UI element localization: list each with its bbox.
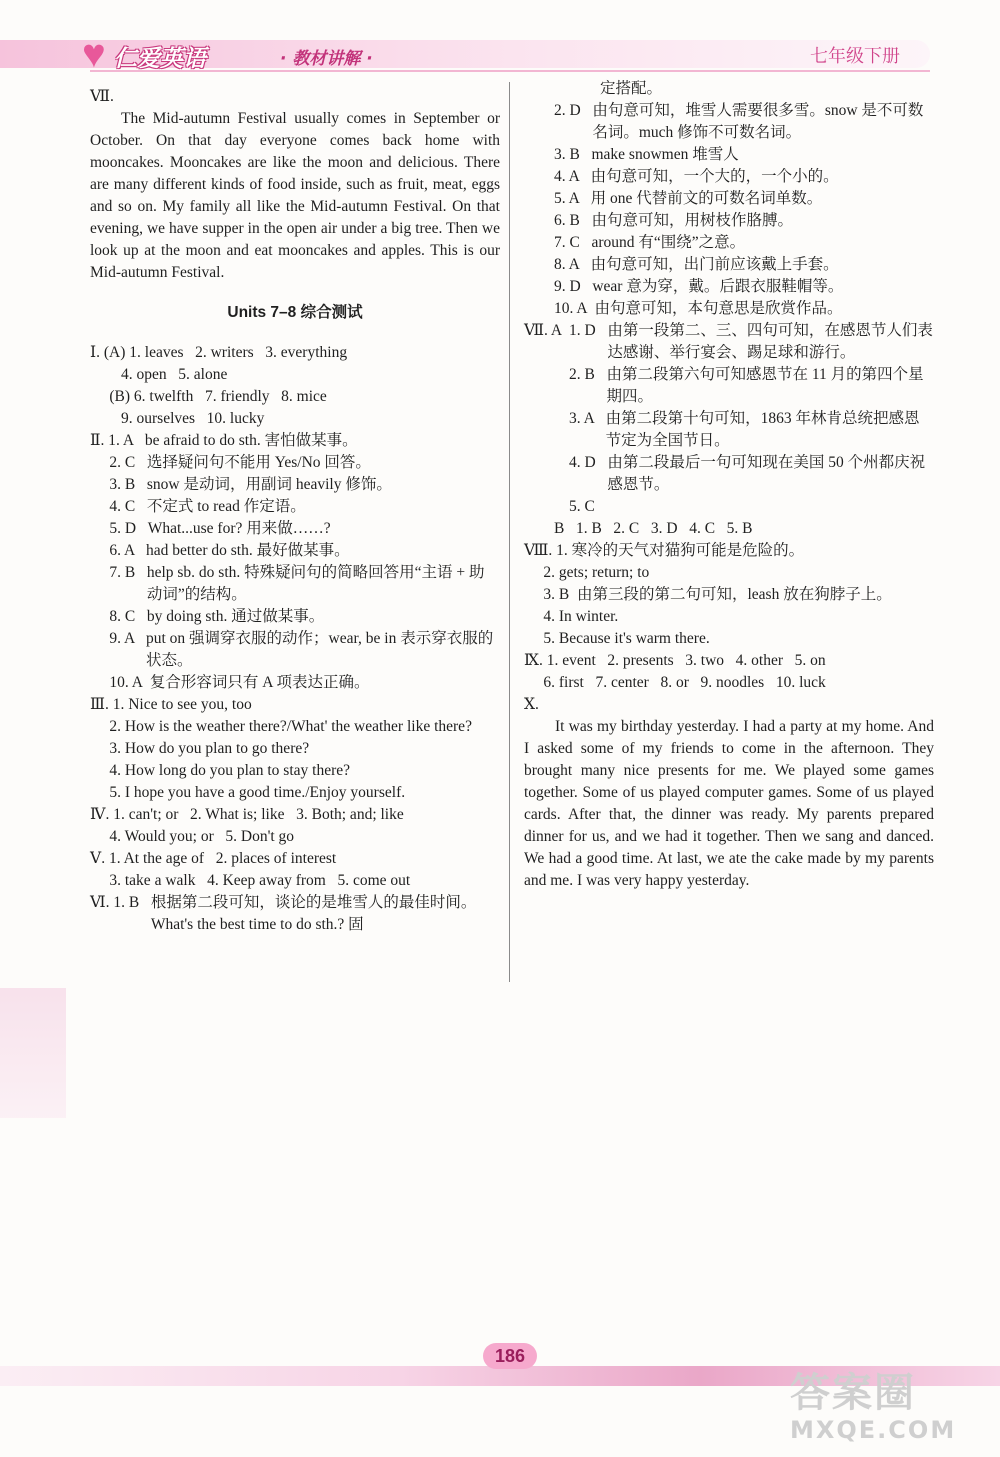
answer-explanation xyxy=(595,496,934,518)
answer-text: How is the weather there?/What' the weather like there? xyxy=(124,718,472,735)
answer-explanation: 由第二段第十句可知，1863 年林肯总统把感恩节定为全国节日。 xyxy=(605,410,920,449)
answer-text: gets; return; to xyxy=(558,564,650,581)
answer-label: 3. xyxy=(90,740,125,757)
answer-label: 3. A xyxy=(569,410,606,427)
answer-item xyxy=(569,408,934,452)
answer-item xyxy=(90,782,500,804)
side-decoration xyxy=(0,988,66,1118)
right-column xyxy=(524,78,934,892)
answer-text: I hope you have a good time./Enjoy yourself. xyxy=(124,784,406,801)
answer-text: Nice to see you, too xyxy=(128,696,252,713)
answer-line: Ⅰ. (A) 1. leaves 2. writers 3. everything xyxy=(90,344,348,361)
answer-text: 由第三段的第二句可知，leash 放在狗脖子上。 xyxy=(576,586,892,603)
heart-logo-icon: ♥ xyxy=(82,31,106,76)
answer-label: 2. D xyxy=(554,102,593,119)
answer-item xyxy=(90,562,500,606)
answer-explanation: 由句意可知，本句意思是欣赏作品。 xyxy=(594,300,843,317)
answer-label: 7. C xyxy=(554,234,592,251)
brand-title: 仁爱英语 xyxy=(114,46,206,72)
answer-item xyxy=(90,540,500,562)
answer-item xyxy=(90,694,500,716)
answer-label: 4. D xyxy=(569,454,608,471)
brand-subtitle: · 教材讲解 · xyxy=(280,49,373,69)
answer-line: Ⅴ. 1. At the age of 2. places of interest xyxy=(90,850,337,867)
answer-item xyxy=(90,628,500,672)
answer-label: 2. B xyxy=(569,366,607,383)
answer-explanation: wear 意为穿，戴。后跟衣服鞋帽等。 xyxy=(592,278,844,295)
answer-explanation: around 有“围绕”之意。 xyxy=(591,234,746,251)
answer-explanation: snow 是动词，用副词 heavily 修饰。 xyxy=(146,476,392,493)
answer-label: 10. A xyxy=(90,674,150,691)
answer-explanation: 由第二段最后一句可知现在美国 50 个州都庆祝感恩节。 xyxy=(607,454,926,493)
answer-explanation: 由句意可知，用树枝作胳膊。 xyxy=(591,212,793,229)
answer-item xyxy=(524,628,934,650)
answer-label: 5. A xyxy=(554,190,591,207)
answer-item xyxy=(524,166,934,188)
answer-item xyxy=(524,562,934,584)
answer-label: Ⅷ. 1. xyxy=(524,542,572,559)
answer-label: 5. D xyxy=(90,520,148,537)
answer-explanation: What...use for? 用来做……? xyxy=(147,520,331,537)
answer-item xyxy=(524,232,934,254)
answer-text: How do you plan to go there? xyxy=(124,740,310,757)
answer-label: 3. B xyxy=(524,586,577,603)
answer-label: Ⅱ. 1. A xyxy=(90,432,145,449)
answer-explanation: be afraid to do sth. 害怕做某事。 xyxy=(144,432,358,449)
answer-item xyxy=(524,100,934,144)
answer-label: Ⅲ. 1. xyxy=(90,696,129,713)
answer-label: 9. A xyxy=(90,630,146,647)
watermark-logo-text: 答案圈 xyxy=(790,1370,916,1416)
answer-text: In winter. xyxy=(558,608,619,625)
answer-explanation: 由句意可知，一个大的，一个小的。 xyxy=(590,168,839,185)
answer-item xyxy=(569,320,934,364)
answer-explanation: help sb. do sth. 特殊疑问句的简略回答用“主语 + 助动词”的结构。 xyxy=(146,564,485,603)
answer-item xyxy=(524,298,934,320)
answer-label: 5. xyxy=(524,630,559,647)
section-title: Units 7–8 综合测试 xyxy=(227,304,363,321)
answer-explanation: put on 强调穿衣服的动作；wear, be in 表示穿衣服的状态。 xyxy=(145,630,494,669)
answer-label: 4. xyxy=(90,762,125,779)
section-vii-items xyxy=(569,320,934,518)
answer-line: Ⅳ. 1. can't; or 2. What is; like 3. Both; and; like xyxy=(90,806,404,823)
mid-autumn-essay: The Mid-autumn Festival usually comes in September or October. On that day everyone comes back home with mooncakes. Mooncakes are like the moon and delicious. There are many different kinds of food inside, such as fruit, meat, eggs and so on. My family all like the Mid-autumn Festival. On that evening, we have supper in the open air under a big tree. Then we look up at the moon and eat mooncakes and apples. This is our Mid-autumn Festival. xyxy=(90,110,500,281)
answer-explanation: 由句意可知，堆雪人需要很多雪。snow 是不可数名词。much 修饰不可数名词。 xyxy=(592,102,924,141)
answer-label: 2. C xyxy=(90,454,147,471)
left-column xyxy=(90,86,500,936)
answer-label: 5. C xyxy=(569,498,595,515)
birthday-essay: It was my birthday yesterday. I had a party at my home. And I asked some of my friends to come in the afternoon. They brought many nice presents for me. We played some games together. Some of us played computer games. Some of us played cards. After that, the dinner was ready. My parents prepared dinner for us, and we had it together. Then we sang and danced. We had a good time. At last, we ate the cake made by my parents and me. I was very happy yesterday. xyxy=(524,718,934,889)
answer-item xyxy=(524,210,934,232)
answer-item xyxy=(569,452,934,496)
answer-line: 9. ourselves 10. lucky xyxy=(90,410,265,427)
answer-item xyxy=(90,716,500,738)
answer-item xyxy=(524,276,934,298)
answer-item xyxy=(524,144,934,166)
watermark-url: MXQE.COM xyxy=(790,1416,957,1444)
answer-label: 8. C xyxy=(90,608,147,625)
answer-item xyxy=(524,540,934,562)
answer-line: 4. open 5. alone xyxy=(90,366,228,383)
answer-item xyxy=(569,496,934,518)
answer-text: How long do you plan to stay there? xyxy=(124,762,351,779)
answer-explanation: 用 one 代替前文的可数名词单数。 xyxy=(590,190,823,207)
answer-label: 4. A xyxy=(554,168,591,185)
answer-item xyxy=(524,254,934,276)
answer-item xyxy=(90,430,500,452)
answer-label: 1. D xyxy=(569,322,608,339)
answer-item xyxy=(90,672,500,694)
column-divider xyxy=(509,82,510,982)
answer-item xyxy=(90,738,500,760)
answer-label: 3. B xyxy=(90,476,147,493)
answer-label: 9. D xyxy=(554,278,593,295)
answer-label: Ⅵ. 1. B xyxy=(90,894,151,911)
section-vii-label: Ⅶ. A xyxy=(524,322,569,339)
answer-item xyxy=(90,892,500,936)
answer-explanation: 复合形容词只有 A 项表达正确。 xyxy=(149,674,370,691)
answer-explanation: 由第二段第六句可知感恩节在 11 月的第四个星期四。 xyxy=(606,366,924,405)
answer-item xyxy=(524,584,934,606)
answer-line: 3. take a walk 4. Keep away from 5. come out xyxy=(90,872,411,889)
header-underline xyxy=(90,70,930,72)
answer-line: (B) 6. twelfth 7. friendly 8. mice xyxy=(90,388,327,405)
answer-item xyxy=(90,474,500,496)
answer-item xyxy=(524,188,934,210)
answer-line: 4. Would you; or 5. Don't go xyxy=(90,828,295,845)
answer-explanation: 由第一段第二、三、四句可知，在感恩节人们表达感谢、举行宴会、踢足球和游行。 xyxy=(607,322,933,361)
answer-label: 6. B xyxy=(554,212,592,229)
answer-line: B 1. B 2. C 3. D 4. C 5. B xyxy=(554,520,753,537)
answer-label: 2. xyxy=(524,564,559,581)
answer-label: 6. A xyxy=(90,542,146,559)
answer-explanation: 不定式 to read 作定语。 xyxy=(146,498,306,515)
answer-line: Ⅸ. 1. event 2. presents 3. two 4. other 5. on xyxy=(524,652,826,669)
page-header xyxy=(0,0,1000,80)
page-number: 186 xyxy=(483,1343,537,1369)
section-vii xyxy=(524,320,934,518)
answer-explanation: 由句意可知，出门前应该戴上手套。 xyxy=(590,256,839,273)
answer-line: 6. first 7. center 8. or 9. noodles 10. luck xyxy=(524,674,826,691)
answer-item xyxy=(90,496,500,518)
answer-item xyxy=(90,452,500,474)
answer-item xyxy=(90,606,500,628)
answer-explanation: make snowmen 堆雪人 xyxy=(591,146,739,163)
answer-label: 4. xyxy=(524,608,559,625)
answer-label: 3. B xyxy=(554,146,592,163)
answer-label: 10. A xyxy=(554,300,595,317)
answer-explanation: had better do sth. 最好做某事。 xyxy=(145,542,350,559)
answer-label: 5. xyxy=(90,784,125,801)
answer-label: 7. B xyxy=(90,564,147,581)
answer-item xyxy=(90,518,500,540)
answer-label: 8. A xyxy=(554,256,591,273)
answer-item xyxy=(90,760,500,782)
answer-text: Because it's warm there. xyxy=(558,630,710,647)
watermark xyxy=(790,1370,990,1450)
answer-explanation: 选择疑问句不能用 Yes/No 回答。 xyxy=(146,454,371,471)
continued-text: 定搭配。 xyxy=(600,80,663,97)
section-x-label: Ⅹ. xyxy=(524,696,539,713)
answer-explanation: by doing sth. 通过做某事。 xyxy=(146,608,325,625)
page-number-badge xyxy=(470,1343,550,1369)
answer-label: 2. xyxy=(90,718,125,735)
answer-text: 寒冷的天气对猫狗可能是危险的。 xyxy=(571,542,805,559)
answer-item xyxy=(524,606,934,628)
grade-label: 七年级下册 xyxy=(810,46,900,67)
section-vii-label: Ⅶ. xyxy=(90,88,114,105)
answer-item xyxy=(569,364,934,408)
answer-label: 4. C xyxy=(90,498,147,515)
answer-explanation: 根据第二段可知，谈论的是堆雪人的最佳时间。What's the best time to do sth.? 固 xyxy=(150,894,477,933)
